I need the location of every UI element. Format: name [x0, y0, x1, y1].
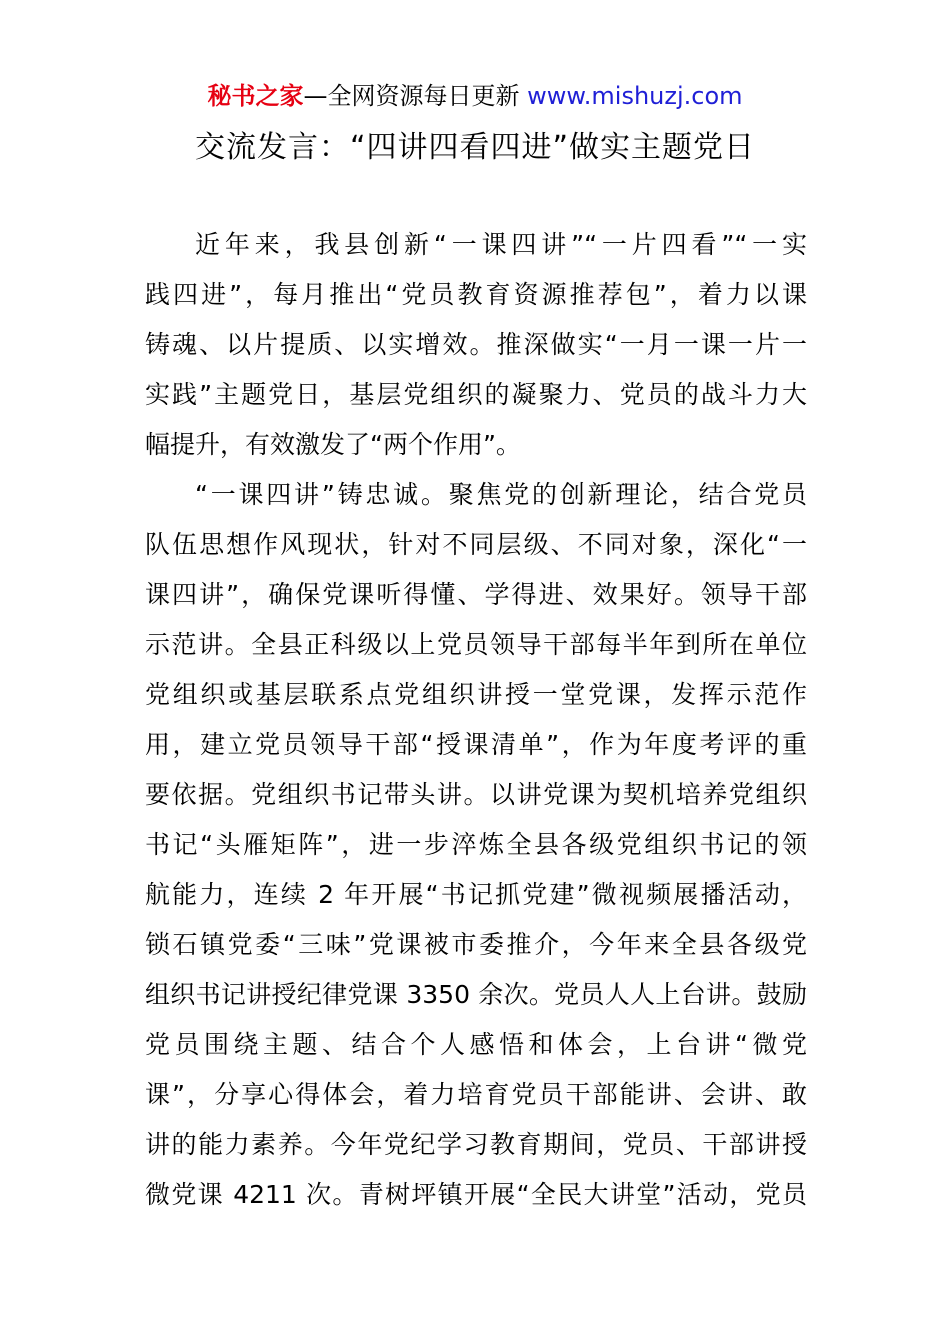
text-line: 要依据。党组织书记带头讲。以讲党课为契机培养党组织: [145, 780, 807, 809]
text-line: 课四讲”，确保党课听得懂、学得进、效果好。领导干部: [145, 580, 807, 609]
document-title: 交流发言：“四讲四看四进”做实主题党日: [194, 130, 756, 165]
text-line: 队伍思想作风现状，针对不同层级、不同对象，深化“一: [145, 530, 807, 559]
text-line: 航能力，连续 2 年开展“书记抓党建”微视频展播活动，: [145, 880, 807, 909]
text-line: 讲的能力素养。今年党纪学习教育期间，党员、干部讲授: [145, 1130, 807, 1159]
site-brand: 秘书之家: [207, 82, 304, 110]
text-line: 用，建立党员领导干部“授课清单”，作为年度考评的重: [145, 730, 807, 759]
text-line: 铸魂、以片提质、以实增效。推深做实“一月一课一片一: [145, 330, 807, 359]
site-url-link[interactable]: www.mishuzj.com: [527, 82, 743, 110]
text-line: 示范讲。全县正科级以上党员领导干部每半年到所在单位: [145, 630, 807, 659]
text-line: “一课四讲”铸忠诚。聚焦党的创新理论，结合党员: [195, 480, 807, 509]
text-line: 书记“头雁矩阵”，进一步淬炼全县各级党组织书记的领: [145, 830, 807, 859]
text-line: 近年来，我县创新“一课四讲”“一片四看”“一实: [195, 230, 807, 259]
text-line: 组织书记讲授纪律党课 3350 余次。党员人人上台讲。鼓励: [145, 980, 807, 1009]
text-line: 幅提升，有效激发了“两个作用”。: [145, 430, 521, 459]
text-line: 实践”主题党日，基层党组织的凝聚力、党员的战斗力大: [145, 380, 807, 409]
site-header: [0, 80, 950, 112]
text-line: 党员围绕主题、结合个人感悟和体会，上台讲“微党: [145, 1030, 807, 1059]
text-line: 课”，分享心得体会，着力培育党员干部能讲、会讲、敢: [145, 1080, 807, 1109]
site-tagline: —全网资源每日更新: [303, 82, 520, 110]
text-line: 锁石镇党委“三味”党课被市委推介，今年来全县各级党: [145, 930, 807, 959]
text-line: 微党课 4211 次。青树坪镇开展“全民大讲堂”活动，党员: [145, 1180, 807, 1209]
text-line: 践四进”，每月推出“党员教育资源推荐包”，着力以课: [145, 280, 807, 309]
text-line: 党组织或基层联系点党组织讲授一堂党课，发挥示范作: [145, 680, 807, 709]
